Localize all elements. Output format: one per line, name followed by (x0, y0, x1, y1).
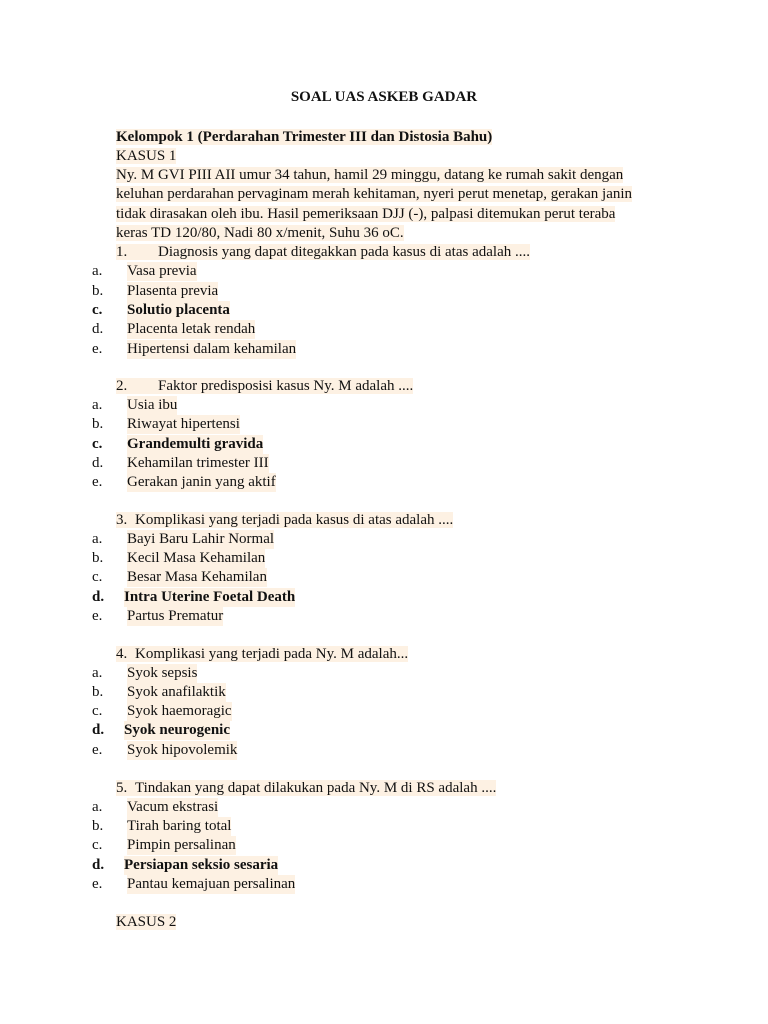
option-text: Usia ibu (127, 397, 178, 413)
question-3 (116, 511, 453, 530)
option-5c (92, 836, 236, 855)
question-text: Komplikasi yang terjadi pada Ny. M adalah... (135, 646, 409, 662)
option-text: Vacum ekstrasi (127, 799, 219, 815)
question-text: Faktor predisposisi kasus Ny. M adalah .... (158, 378, 414, 394)
option-letter: d. (92, 455, 104, 471)
group-heading (116, 128, 492, 147)
option-text: Intra Uterine Foetal Death (124, 589, 296, 605)
option-1c-answer (92, 301, 230, 320)
option-4d-answer (92, 721, 230, 740)
option-letter: c. (92, 302, 103, 318)
option-4c (92, 702, 232, 721)
option-3c (92, 568, 267, 587)
option-letter: d. (92, 722, 105, 738)
option-text: Pantau kemajuan persalinan (127, 876, 296, 892)
option-letter: a. (92, 531, 103, 547)
question-number: 3. (116, 512, 128, 528)
option-letter: e. (92, 341, 103, 357)
option-text: Solutio placenta (127, 302, 230, 318)
option-letter: e. (92, 474, 103, 490)
option-text: Gerakan janin yang aktif (127, 474, 276, 490)
option-text: Partus Prematur (127, 608, 224, 624)
case1-description (116, 166, 651, 243)
option-letter: e. (92, 876, 103, 892)
document-title: SOAL UAS ASKEB GADAR (290, 89, 478, 105)
option-text: Syok sepsis (127, 665, 198, 681)
question-number: 4. (116, 646, 128, 662)
option-text: Kehamilan trimester III (127, 455, 269, 471)
option-3a (92, 530, 274, 549)
option-letter: a. (92, 263, 103, 279)
question-5 (116, 779, 496, 798)
case1-line-text: tidak dirasakan oleh ibu. Hasil pemeriksaan DJJ (-), palpasi ditemukan perut teraba (116, 205, 616, 222)
option-letter: b. (92, 550, 104, 566)
option-1d (92, 320, 255, 339)
case1-label (116, 147, 176, 166)
option-text: Pimpin persalinan (127, 837, 236, 853)
case1-line (116, 166, 651, 185)
option-3b (92, 549, 265, 568)
question-number: 1. (116, 244, 128, 260)
option-letter: e. (92, 608, 103, 624)
option-text: Riwayat hipertensi (127, 416, 240, 432)
option-text: Persiapan seksio sesaria (124, 857, 279, 873)
option-2c-answer (92, 435, 263, 454)
case2-label-text: KASUS 2 (116, 914, 177, 930)
question-4 (116, 645, 408, 664)
option-text: Syok neurogenic (124, 722, 230, 738)
option-letter: c. (92, 703, 103, 719)
option-letter: d. (92, 589, 105, 605)
option-letter: d. (92, 857, 105, 873)
option-letter: b. (92, 416, 104, 432)
question-text: Komplikasi yang terjadi pada kasus di atas adalah .... (135, 512, 454, 528)
option-2d (92, 454, 269, 473)
option-text: Plasenta previa (127, 283, 219, 299)
option-letter: c. (92, 569, 103, 585)
option-letter: e. (92, 742, 103, 758)
case1-line-text: keras TD 120/80, Nadi 80 x/menit, Suhu 36 oC. (116, 224, 404, 241)
question-number: 5. (116, 780, 128, 796)
question-text: Diagnosis yang dapat ditegakkan pada kasus di atas adalah .... (158, 244, 530, 260)
option-text: Placenta letak rendah (127, 321, 256, 337)
case2-label (116, 913, 176, 932)
case1-line (116, 185, 651, 204)
option-4e (92, 741, 237, 760)
option-letter: a. (92, 799, 103, 815)
option-letter: a. (92, 397, 103, 413)
option-5b (92, 817, 231, 836)
option-letter: b. (92, 684, 104, 700)
option-letter: d. (92, 321, 104, 337)
case1-line (116, 205, 651, 224)
option-5d-answer (92, 856, 278, 875)
question-text: Tindakan yang dapat dilakukan pada Ny. M di RS adalah .... (135, 780, 497, 796)
option-2b (92, 415, 240, 434)
option-text: Besar Masa Kehamilan (127, 569, 267, 585)
case1-line-text: Ny. M GVI PIII AII umur 34 tahun, hamil 29 minggu, datang ke rumah sakit dengan (116, 167, 624, 183)
option-1a (92, 262, 197, 281)
option-letter: c. (92, 436, 103, 452)
case1-label-text: KASUS 1 (116, 148, 177, 164)
option-text: Vasa previa (127, 263, 197, 279)
option-text: Kecil Masa Kehamilan (127, 550, 266, 566)
option-text: Grandemulti gravida (127, 436, 264, 452)
option-5a (92, 798, 218, 817)
option-letter: a. (92, 665, 103, 681)
option-letter: b. (92, 283, 104, 299)
question-1 (116, 243, 530, 262)
option-letter: c. (92, 837, 103, 853)
option-text: Syok hipovolemik (127, 742, 238, 758)
option-1e (92, 340, 296, 359)
option-4b (92, 683, 226, 702)
case1-line-text: keluhan perdarahan pervaginam merah kehitaman, nyeri perut menetap, gerakan janin (116, 186, 633, 203)
option-text: Tirah baring total (127, 818, 232, 834)
question-number: 2. (116, 378, 128, 394)
option-4a (92, 664, 197, 683)
option-1b (92, 282, 218, 301)
option-letter: b. (92, 818, 104, 834)
option-5e (92, 875, 295, 894)
option-text: Syok anafilaktik (127, 684, 226, 700)
option-3e (92, 607, 223, 626)
option-text: Bayi Baru Lahir Normal (127, 531, 275, 547)
group-heading-text: Kelompok 1 (Perdarahan Trimester III dan Distosia Bahu) (116, 129, 493, 145)
option-text: Hipertensi dalam kehamilan (127, 341, 297, 357)
option-3d-answer (92, 588, 295, 607)
option-2e (92, 473, 276, 492)
question-2 (116, 377, 413, 396)
option-2a (92, 396, 177, 415)
case1-line (116, 224, 651, 243)
option-text: Syok haemoragic (127, 703, 232, 719)
